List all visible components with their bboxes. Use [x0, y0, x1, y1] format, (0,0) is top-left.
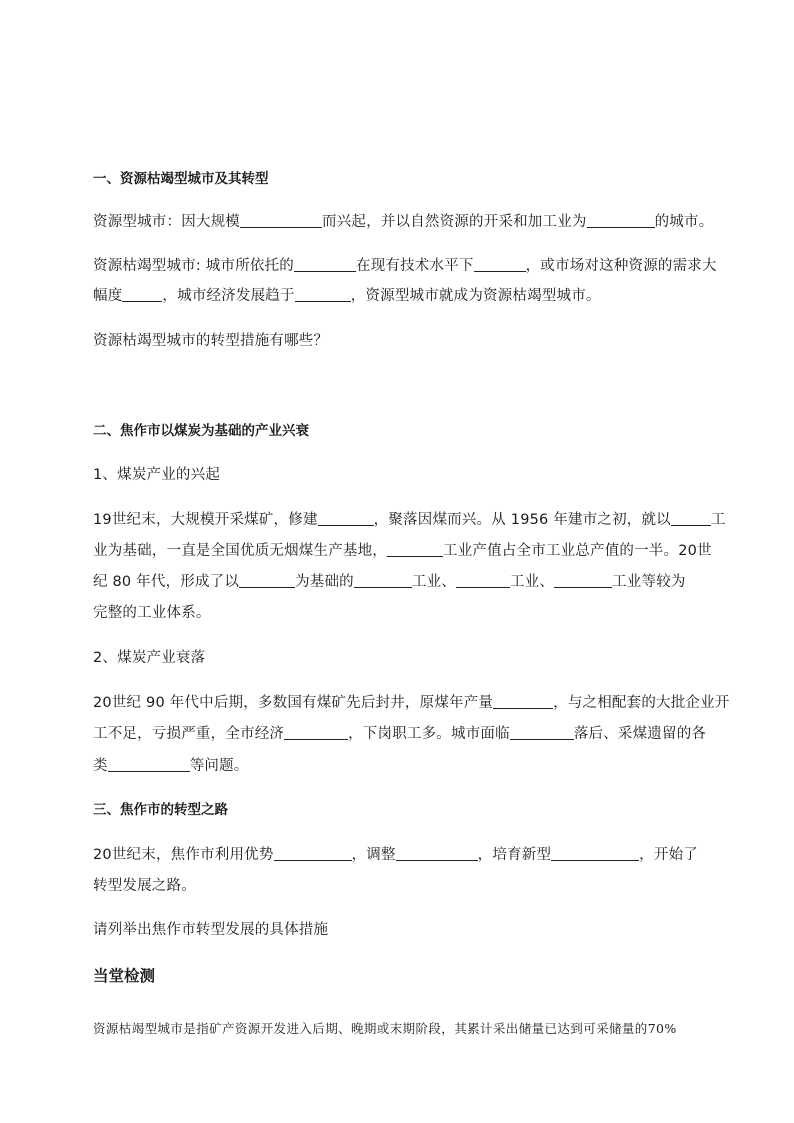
subsection-decline: 2、煤炭产业衰落	[93, 650, 206, 666]
resource-city-definition: 资源型城市：因大规模 而兴起，并以自然资源的开采和加工业为 的城市。	[93, 214, 714, 230]
fill-blank[interactable]	[318, 510, 374, 526]
fill-blank[interactable]	[554, 572, 612, 588]
section3-heading: 三、焦作市的转型之路	[93, 802, 228, 818]
depleted-city-definition-line1: 资源枯竭型城市: 城市所依托的 在现有技术水平下 ，或市场对这种资源的需求大	[93, 258, 717, 274]
in-class-test-heading: 当堂检测	[93, 967, 156, 985]
fill-blank[interactable]	[387, 541, 443, 557]
fill-blank[interactable]	[354, 572, 412, 588]
section1-heading: 一、资源枯竭型城市及其转型	[93, 171, 269, 187]
rise-paragraph-line4: 完整的工业体系。	[93, 605, 211, 621]
fill-blank[interactable]	[510, 724, 574, 740]
fill-blank[interactable]	[551, 845, 639, 861]
rise-paragraph-line2: 业为基础，一直是全国优质无烟煤生产基地， 工业产值占全市工业总产值的一半。20世	[93, 543, 712, 559]
decline-paragraph-line3: 类 等问题。	[93, 758, 249, 774]
fill-blank[interactable]	[474, 256, 526, 272]
rise-paragraph-line3: 纪 80 年代，形成了以 为基础的 工业、 工业、 工业等较为	[93, 574, 686, 590]
fill-blank[interactable]	[456, 572, 510, 588]
depleted-city-definition-line2: 幅度 ，城市经济发展趋于 ，资源型城市就成为资源枯竭型城市。	[93, 288, 601, 304]
section2-heading: 二、焦作市以煤炭为基础的产业兴衰	[93, 423, 309, 439]
decline-paragraph-line1: 20世纪 90 年代中后期，多数国有煤矿先后封井，原煤年产量 ，与之相配套的大批企业开	[93, 695, 730, 711]
rise-paragraph-line1: 19世纪末，大规模开采煤矿，修建 ，聚落因煤而兴。从 1956 年建市之初，就以 工	[93, 512, 726, 528]
fill-blank[interactable]	[493, 693, 553, 709]
fill-blank[interactable]	[240, 212, 322, 228]
fill-blank[interactable]	[122, 286, 162, 302]
subsection-rise: 1、煤炭产业的兴起	[93, 467, 221, 483]
transition-question: 资源枯竭型城市的转型措施有哪些？	[93, 333, 329, 349]
decline-paragraph-line2: 工不足，亏损严重，全市经济 ，下岗职工多。城市面临 落后、采煤遗留的各	[93, 726, 707, 742]
fill-blank[interactable]	[108, 756, 190, 772]
fill-blank[interactable]	[671, 510, 711, 526]
fill-blank[interactable]	[274, 845, 352, 861]
fill-blank[interactable]	[295, 286, 351, 302]
fill-blank[interactable]	[294, 256, 356, 272]
transformation-paragraph-line2: 转型发展之路。	[93, 878, 196, 894]
measures-prompt: 请列举出焦作市转型发展的具体措施	[93, 922, 329, 938]
fill-blank[interactable]	[284, 724, 348, 740]
test-question-text: 资源枯竭型城市是指矿产资源开发进入后期、晚期或末期阶段，其累计采出储量已达到可采储量的70%	[93, 1021, 677, 1036]
fill-blank[interactable]	[587, 212, 655, 228]
fill-blank[interactable]	[239, 572, 295, 588]
transformation-paragraph-line1: 20世纪末，焦作市利用优势 ，调整 ，培育新型 ，开始了	[93, 847, 698, 863]
fill-blank[interactable]	[396, 845, 478, 861]
